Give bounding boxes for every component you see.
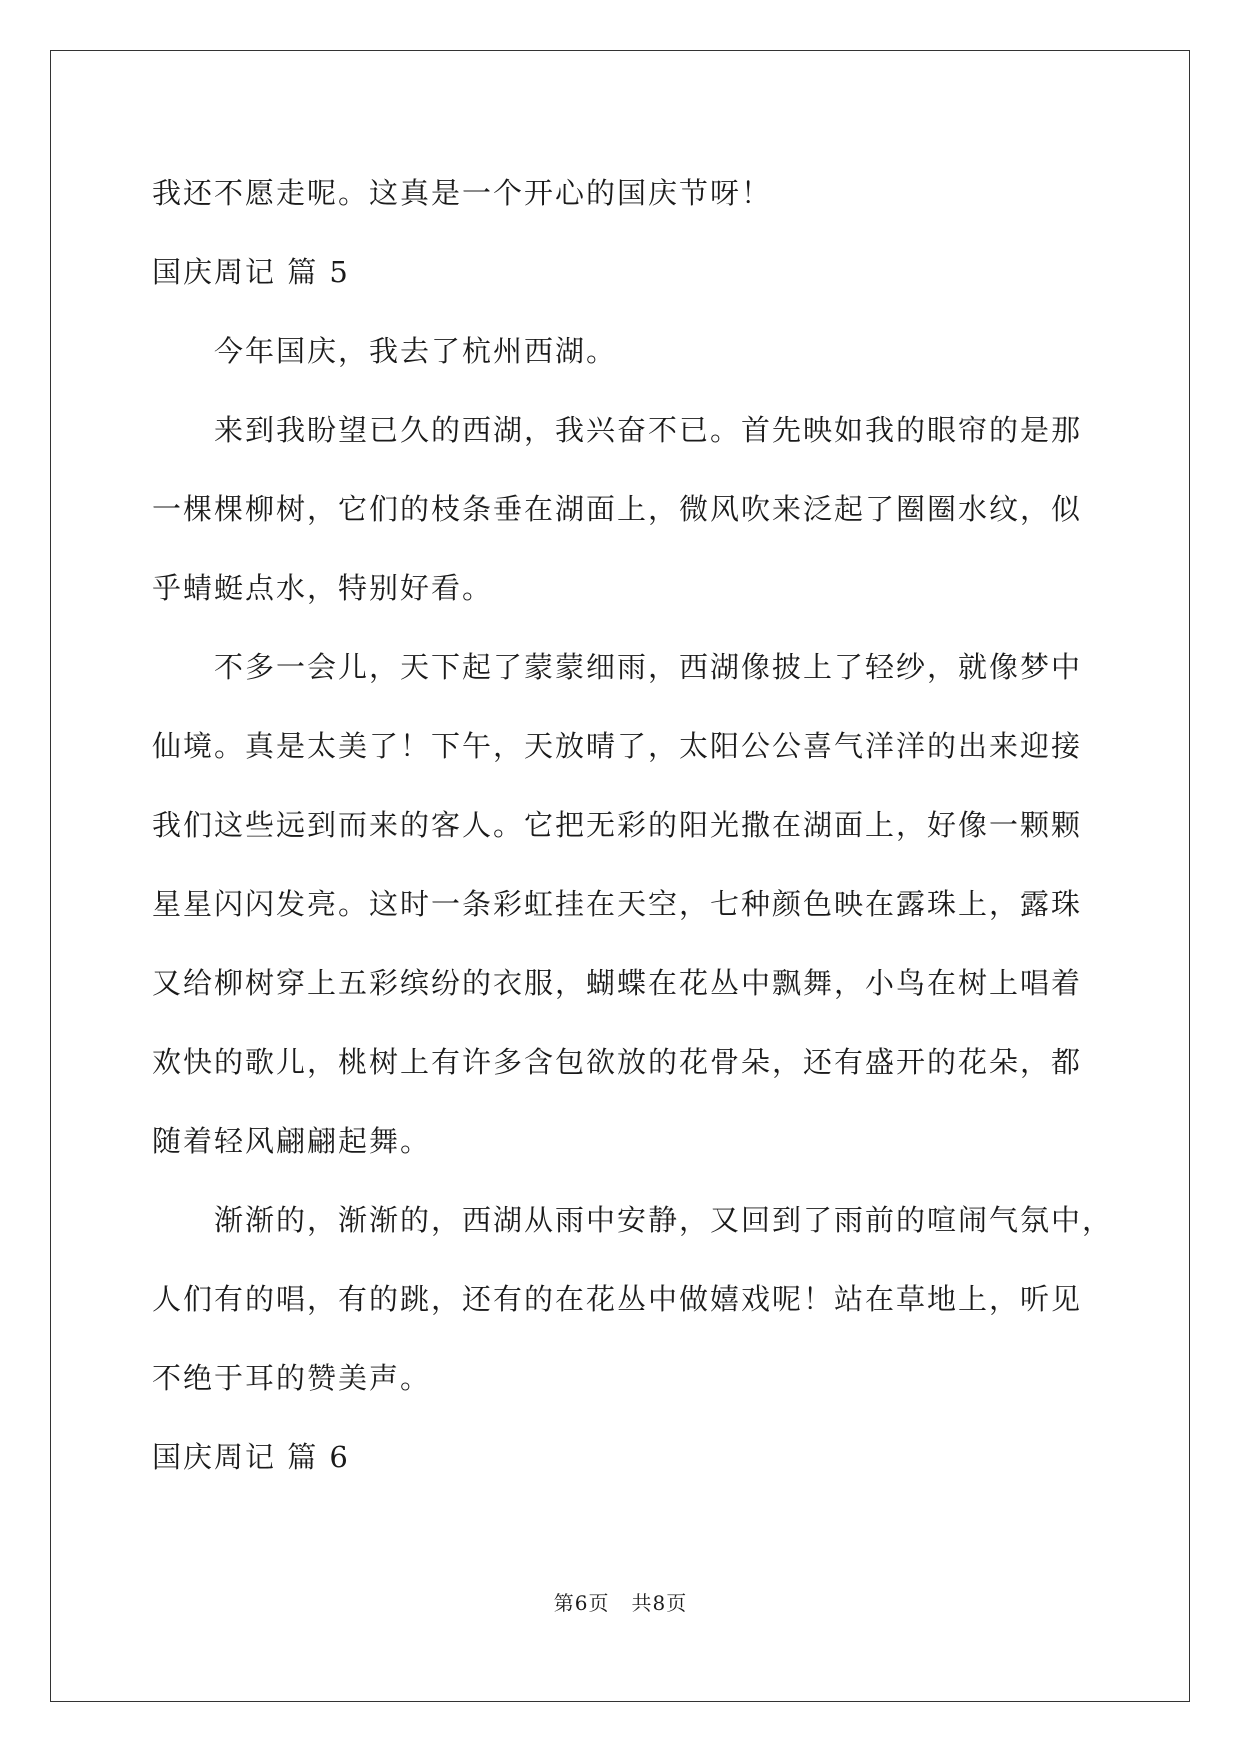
section-heading: 国庆周记 篇 6 [152, 1440, 350, 1474]
paragraph-line: 渐渐的，渐渐的，西湖从雨中安静，又回到了雨前的喧闹气氛中， [214, 1203, 1114, 1237]
paragraph-line: 仙境。真是太美了！下午，天放晴了，太阳公公喜气洋洋的出来迎接 [152, 729, 1083, 763]
paragraph-line: 乎蜻蜓点水，特别好看。 [152, 571, 494, 605]
paragraph-line: 欢快的歌儿，桃树上有许多含包欲放的花骨朵，还有盛开的花朵，都 [152, 1045, 1083, 1079]
paragraph-line: 我们这些远到而来的客人。它把无彩的阳光撒在湖面上，好像一颗颗 [152, 808, 1083, 842]
paragraph-line: 今年国庆，我去了杭州西湖。 [214, 334, 618, 368]
section-heading: 国庆周记 篇 5 [152, 255, 350, 289]
paragraph-line: 我还不愿走呢。这真是一个开心的国庆节呀！ [152, 176, 773, 210]
paragraph-line: 人们有的唱，有的跳，还有的在花丛中做嬉戏呢！站在草地上，听见 [152, 1282, 1083, 1316]
paragraph-line: 一棵棵柳树，它们的枝条垂在湖面上，微风吹来泛起了圈圈水纹，似 [152, 492, 1083, 526]
paragraph-line: 不绝于耳的赞美声。 [152, 1361, 432, 1395]
paragraph-line: 不多一会儿，天下起了蒙蒙细雨，西湖像披上了轻纱，就像梦中 [214, 650, 1083, 684]
page-number: 第6页 [553, 1591, 610, 1615]
paragraph-line: 又给柳树穿上五彩缤纷的衣服，蝴蝶在花丛中飘舞，小鸟在树上唱着 [152, 966, 1083, 1000]
paragraph-line: 来到我盼望已久的西湖，我兴奋不已。首先映如我的眼帘的是那 [214, 413, 1083, 447]
paragraph-line: 随着轻风翩翩起舞。 [152, 1124, 432, 1158]
page-total: 共8页 [631, 1591, 688, 1615]
paragraph-line: 星星闪闪发亮。这时一条彩虹挂在天空，七种颜色映在露珠上，露珠 [152, 887, 1083, 921]
page-footer [0, 1588, 1241, 1618]
